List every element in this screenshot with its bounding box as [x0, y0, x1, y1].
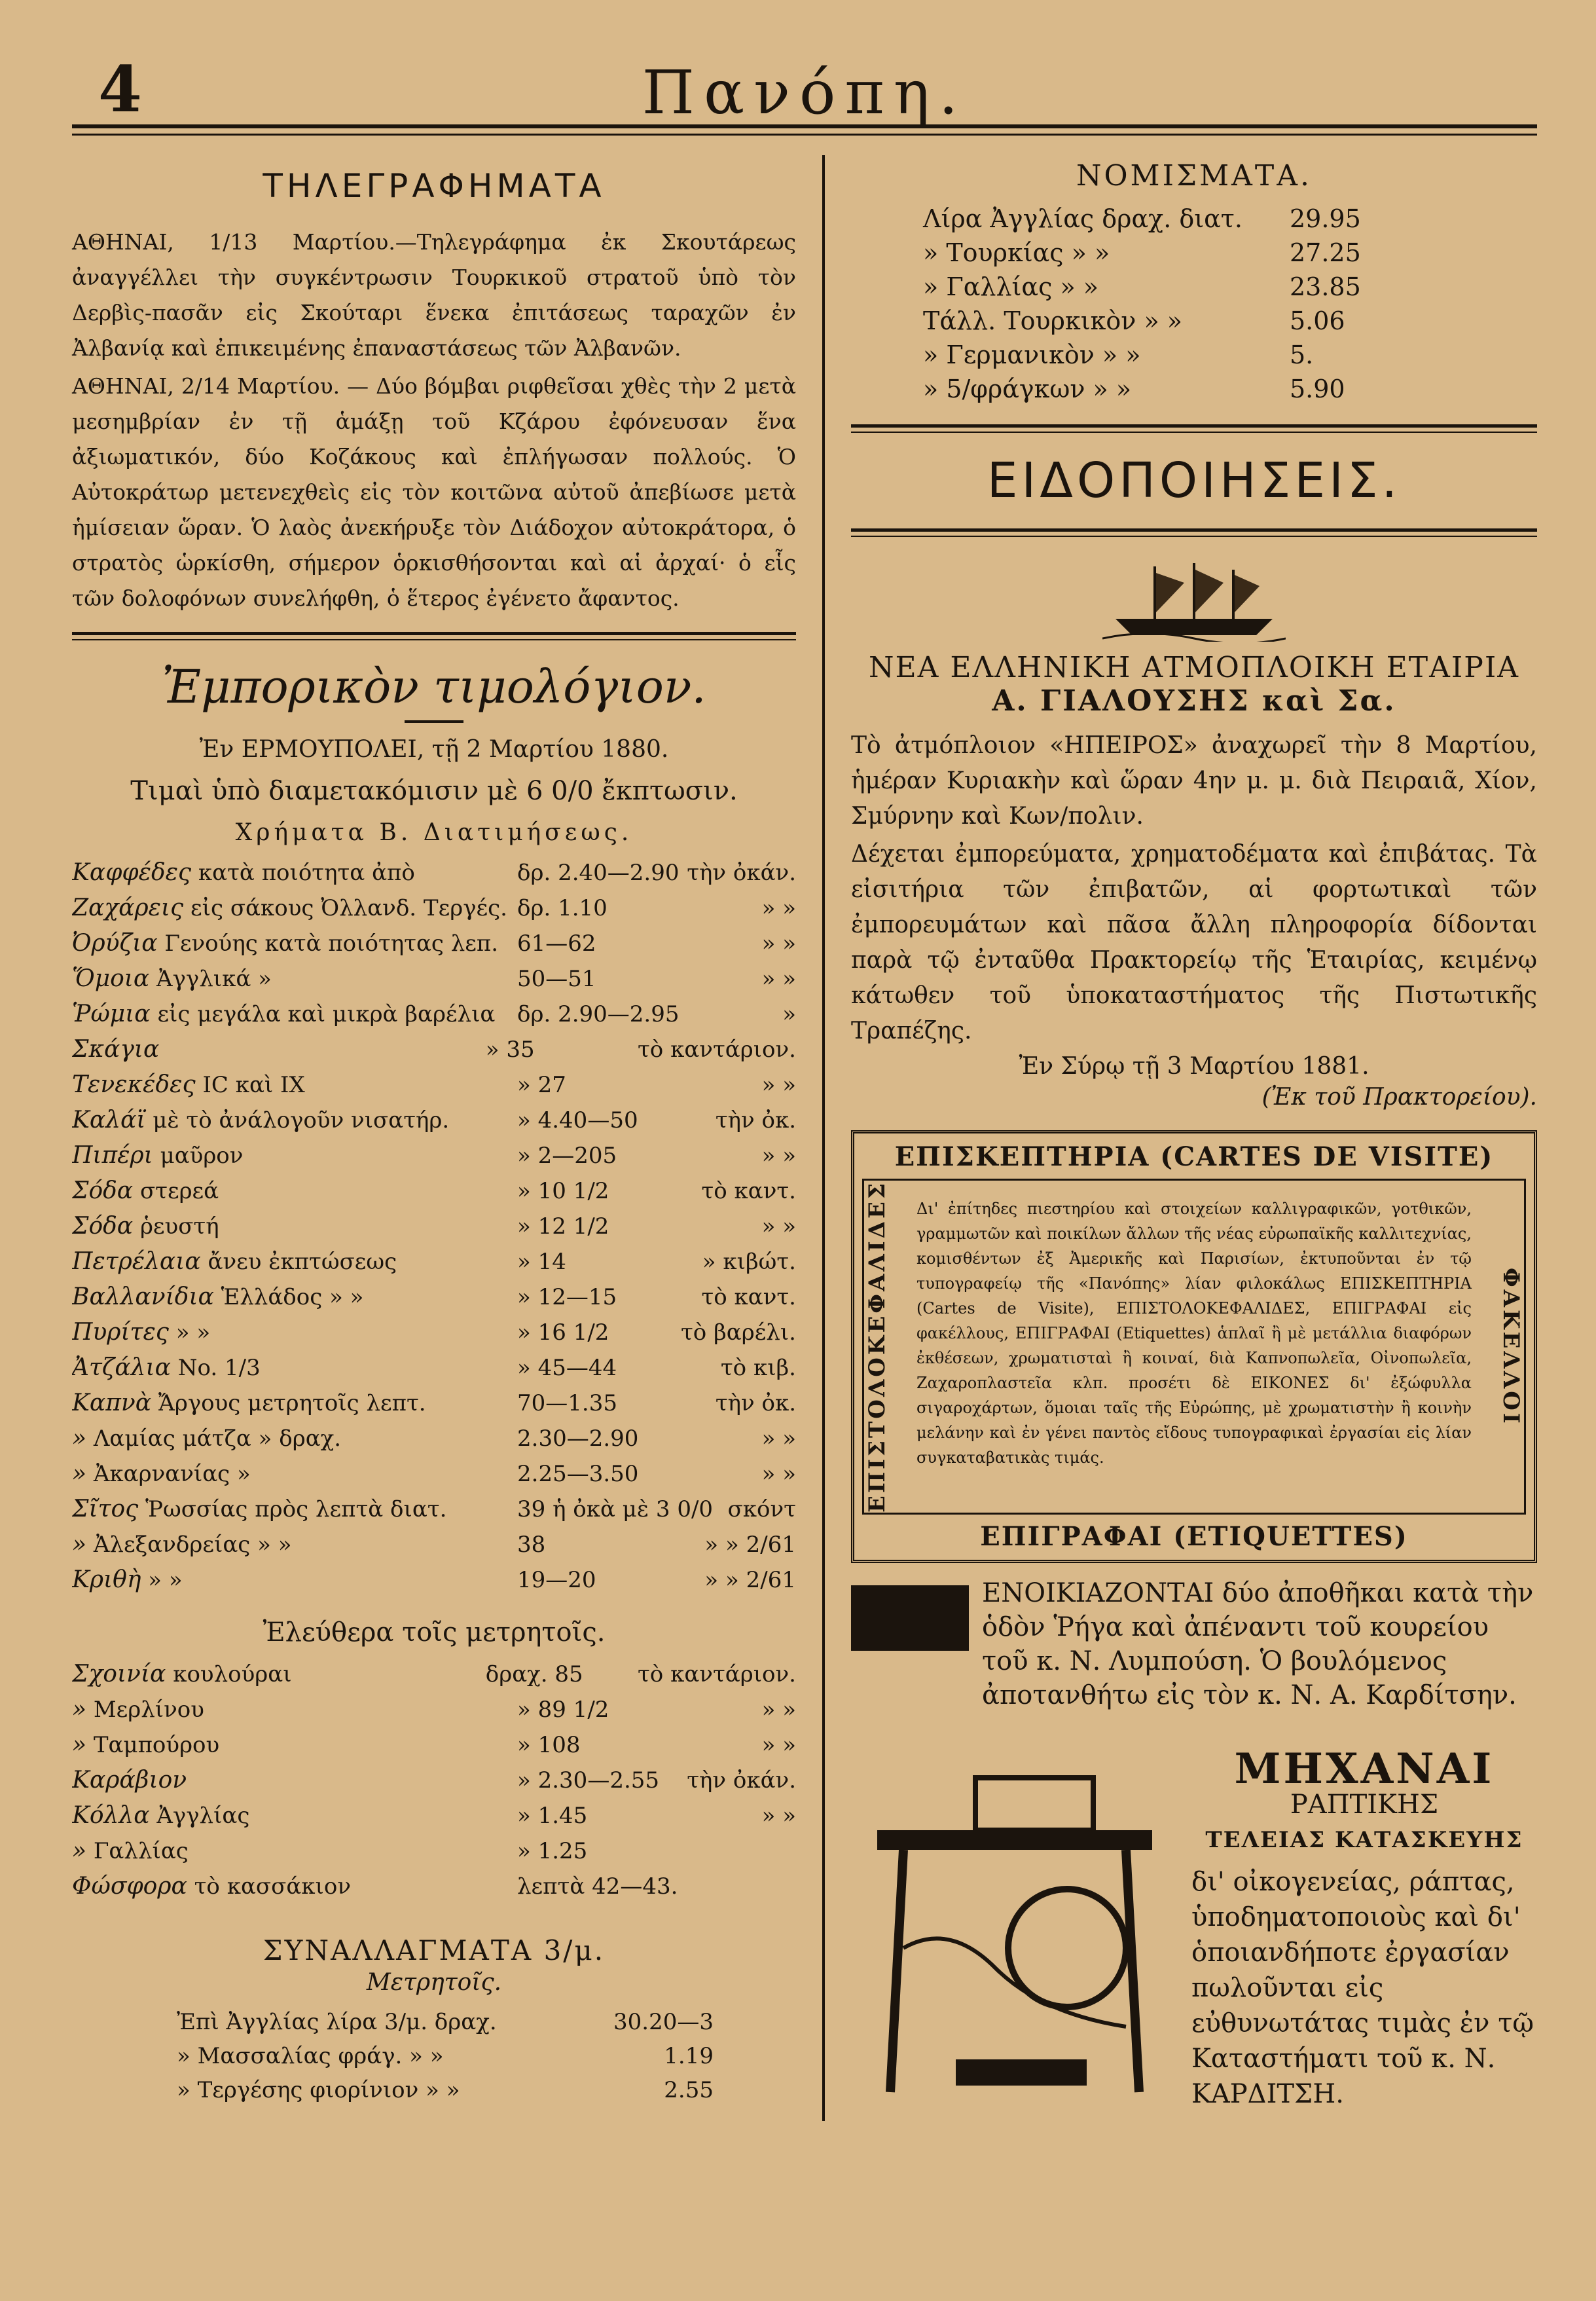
item-name: Σκάγια: [72, 1036, 160, 1063]
price-row: [72, 894, 796, 930]
notice-paragraph: Δέχεται ἐμπορεύματα, χρηματοδέματα καὶ ἐπιβάτας. Τὰ εἰσιτήρια τῶν ἐπιβατῶν, αἱ φορτωτικαὶ τῶν ἐμπορευμάτων καὶ πᾶσα ἄλλη πληροφορία δίδονται παρὰ τῷ ἐνταῦθα Πρακτορείῳ τῆς Ἑταιρίας, κειμένῳ κάτωθεν τοῦ ὑποκαταστήματος τῆς Πιστωτικῆς Τραπέζης.: [851, 841, 1537, 1044]
coins-table: [851, 204, 1537, 409]
price-row: [72, 1071, 796, 1107]
price-row: [72, 1283, 796, 1319]
price-row: [72, 1248, 796, 1283]
tariff-title: Ἐμπορικὸν τιμολόγιον.: [162, 660, 706, 714]
row-value: 29.95: [1290, 204, 1361, 233]
machines-ad-title: ΜΗΧΑΝΑΙ: [1234, 1744, 1495, 1794]
item-price: » 4.40—50: [517, 1107, 638, 1133]
company-name: ΝΕΑ ΕΛΛΗΝΙΚΗ ΑΤΜΟΠΛΟΙΚΗ ΕΤΑΙΡΙΑ: [869, 651, 1519, 684]
cards-ad-left-label: ΕΠΙΣΤΟΛΟΚΕΦΑΛΙΔΕΣ: [864, 1181, 890, 1513]
item-unit: » »: [761, 1732, 796, 1758]
item-unit: » » 2/61: [704, 1532, 796, 1558]
value-row: [923, 238, 1537, 272]
item-desc: ῥευστή: [139, 1213, 219, 1240]
item-unit: τὴν ὀκάν.: [687, 1767, 796, 1794]
item-name: Φώσφορα: [72, 1873, 187, 1900]
item-name: Τενεκέδες: [72, 1071, 196, 1098]
item-name: »: [72, 1531, 87, 1558]
item-desc: Λαμίας μάτζα » δραχ.: [93, 1426, 342, 1452]
item-name: Ῥώμια: [72, 1001, 151, 1027]
row-value: 27.25: [1290, 238, 1361, 267]
item-desc: Ῥωσσίας πρὸς λεπτὰ διατ.: [145, 1496, 447, 1522]
machines-ad-text: δι' οἰκογενείας, ράπτας, ὑποδηματοποιοὺς καὶ δι' ὁποιανδήποτε ἐργασίαν πωλοῦνται εἰς εὐθυνωτάτας τιμὰς ἐν τῷ Καταστήματι τοῦ κ. Ν. ΚΑΡΔΙΤΣΗ.: [1191, 1866, 1534, 2109]
item-unit: τὸ βαρέλι.: [681, 1319, 796, 1346]
tariff-table: [72, 859, 796, 1602]
price-row: [72, 1566, 796, 1602]
price-row: [72, 1696, 796, 1731]
exchange-subtitle: Μετρητοῖς.: [366, 1969, 502, 1996]
item-price: 39 ἡ ὀκὰ μὲ 3 0/0: [517, 1496, 714, 1522]
item-name: Καφφέδες: [72, 859, 192, 886]
item-price: 61—62: [517, 930, 596, 957]
short-rule: [405, 720, 463, 723]
item-desc: ἄνευ ἐκπτώσεως: [208, 1249, 397, 1275]
rent-ad-text: ΕΝΟΙΚΙΑΖΟΝΤΑΙ δύο ἀποθῆκαι κατὰ τὴν ὁδὸν Ῥήγα καὶ ἀπέναντι τοῦ κουρείου τοῦ κ. Ν. Λυμπούση. Ὁ βουλόμενος ἀποτανθήτω εἰς τὸν κ. Ν. Α. Καρδίτσην.: [982, 1577, 1534, 1710]
cards-ad-box: [851, 1130, 1537, 1563]
item-unit: » »: [761, 930, 796, 957]
cards-ad-text: Δι' ἐπίτηδες πιεστηρίου καὶ στοιχείων καλλιγραφικῶν, γοτθικῶν, γραμμωτῶν καὶ ποικίλων ἄλλων τῆς νέας εὐρωπαϊκῆς καλλιτεχνίας, κομισθέντων ἐξ Ἀμερικῆς καὶ Παρισίων, ἐκτυποῦνται ἐν τῷ τυπογραφείῳ τῆς «Πανόπης» λίαν φιλοκάλως ΕΠΙΣΚΕΠΤΗΡΙΑ (Cartes de Visite), ΕΠΙΣΤΟΛΟΚΕΦΑΛΙΔΕΣ, ΕΠΙΓΡΑΦΑΙ εἰς φακέλλους, ΕΠΙΓΡΑΦΑΙ (Etiquettes) ἁπλαῖ ἢ μὲ μετάλλια διαφόρων ἐκθέσεων, χρωματισταὶ ἢ κοιναί, διὰ Καπνοπωλεῖα, Οἰνοπωλεῖα, Ζαχαροπλαστεῖα κλπ. προσέτι δὲ ΕΙΚΟΝΕΣ δι' ἐξώφυλλα σιγαροχάρτων, ὅμοιαι ταῖς τῆς Εὐρώπης, μὲ χρωματιστὴν ἢ κοινὴν μελάνην καὶ ἐν γένει παντὸς εἴδους τυπογραφικαὶ ἐργασίαι εἰς λίαν συγκαταβατικὰς τιμάς.: [916, 1200, 1472, 1467]
item-price: » 10 1/2: [517, 1178, 609, 1204]
price-row: [72, 1107, 796, 1142]
section-separator: [72, 632, 796, 640]
row-label: » Μασσαλίας φράγ. » »: [177, 2043, 444, 2069]
price-row: [72, 1001, 796, 1036]
item-price: » 14: [517, 1249, 566, 1275]
item-name: Κόλλα: [72, 1802, 150, 1829]
price-row: [72, 1354, 796, 1390]
item-name: Βαλλανίδια: [72, 1283, 214, 1310]
item-name: Σῖτος: [72, 1496, 139, 1522]
price-row: [72, 1460, 796, 1496]
item-desc: Ἄργους μετρητοῖς λεπτ.: [158, 1390, 426, 1416]
row-value: 5.: [1290, 341, 1314, 369]
exchange-table: [177, 2009, 796, 2111]
price-row: [72, 965, 796, 1001]
price-row: [72, 1319, 796, 1354]
item-price: 2.30—2.90: [517, 1426, 639, 1452]
item-unit: » »: [761, 1072, 796, 1098]
machines-ad-subtitle-2: ΤΕΛΕΙΑΣ ΚΑΤΑΣΚΕΥΗΣ: [1205, 1826, 1523, 1853]
item-desc: Μερλίνου: [93, 1697, 204, 1723]
item-unit: τὴν ὀκ.: [715, 1107, 796, 1133]
price-row: [72, 1531, 796, 1566]
item-name: Κριθὴ: [72, 1566, 141, 1593]
item-unit: » »: [761, 1461, 796, 1487]
row-value: 30.20—3: [613, 2009, 714, 2035]
cards-ad-foot: ΕΠΙΓΡΑΦΑΙ (ETIQUETTES): [980, 1520, 1408, 1552]
item-unit: » »: [761, 895, 796, 921]
machines-ad: [851, 1744, 1537, 2121]
item-desc: Γαλλίας: [93, 1838, 189, 1864]
value-row: [177, 2009, 796, 2043]
row-label: » Γαλλίας » »: [923, 272, 1099, 301]
item-price: » 1.45: [517, 1803, 588, 1829]
rent-ad: [851, 1576, 1537, 1712]
item-desc: κατὰ ποιότητα ἀπὸ: [198, 860, 415, 886]
free-title: Ἐλεύθερα τοῖς μετρητοῖς.: [263, 1617, 606, 1648]
row-label: » Γερμανικὸν » »: [923, 341, 1141, 369]
item-unit: τὸ καντάριον.: [637, 1661, 796, 1687]
item-price: » 12—15: [517, 1284, 617, 1310]
price-row: [72, 1802, 796, 1837]
item-name: »: [72, 1731, 87, 1758]
item-desc: Ἀλεξανδρείας » »: [93, 1532, 292, 1558]
item-desc: » »: [148, 1567, 183, 1593]
item-price: λεπτὰ 42—43.: [517, 1873, 678, 1900]
tariff-note: Τιμαὶ ὑπὸ διαμετακόμισιν μὲ 6 0/0 ἔκπτωσιν.: [130, 776, 738, 806]
tariff-subhead: Χρήματα Β. Διατιμήσεως.: [235, 819, 633, 846]
row-value: 5.06: [1290, 306, 1345, 335]
row-label: » Τεργέσης φιορίνιον » »: [177, 2077, 460, 2103]
value-row: [923, 375, 1537, 409]
notice-date: Ἐν Σύρῳ τῇ 3 Μαρτίου 1881.: [1019, 1053, 1369, 1080]
row-label: Τάλλ. Τουρκικὸν » »: [923, 306, 1183, 335]
item-unit: σκόντ: [727, 1496, 796, 1522]
item-desc: Ἀγγλικά »: [156, 966, 272, 992]
price-row: [72, 1731, 796, 1767]
company-owner: Α. ΓΙΑΛΟΥΣΗΣ καὶ Σα.: [992, 684, 1396, 718]
item-price: δρ. 2.40—2.90: [517, 860, 680, 886]
price-row: [72, 1213, 796, 1248]
item-unit: » »: [761, 1697, 796, 1723]
item-unit: τὸ καντ.: [701, 1178, 796, 1204]
item-name: »: [72, 1837, 87, 1864]
item-desc: IC καὶ IX: [202, 1072, 305, 1098]
item-name: Καλάϊ: [72, 1107, 146, 1133]
item-name: Ἀτζάλια: [72, 1354, 171, 1381]
item-desc: εἰς σάκους Ὀλλανδ. Τεργές.: [190, 895, 507, 921]
row-value: 2.55: [664, 2077, 714, 2103]
item-price: 2.25—3.50: [517, 1461, 639, 1487]
item-name: Σόδα: [72, 1177, 134, 1204]
item-unit: τὴν ὀκάν.: [687, 860, 796, 886]
price-row: [72, 1837, 796, 1873]
price-row: [72, 1036, 796, 1071]
item-unit: » »: [761, 1213, 796, 1240]
item-name: »: [72, 1696, 87, 1723]
item-name: Ὀρύζια: [72, 930, 158, 957]
item-price: 38: [517, 1532, 546, 1558]
sewing-machine-icon: [851, 1752, 1191, 2121]
item-unit: »: [782, 1001, 796, 1027]
price-row: [72, 1661, 796, 1696]
item-price: » 89 1/2: [517, 1697, 609, 1723]
price-row: [72, 1390, 796, 1425]
item-desc: τὸ κασσάκιον: [194, 1873, 352, 1900]
item-name: Πετρέλαια: [72, 1248, 201, 1275]
item-price: 19—20: [517, 1567, 596, 1593]
row-value: 23.85: [1290, 272, 1361, 301]
item-unit: τὸ καντ.: [701, 1284, 796, 1310]
item-name: »: [72, 1425, 87, 1452]
telegrams-title: ΤΗΛΕΓΡΑΦΗΜΑΤΑ: [263, 167, 606, 205]
item-desc: κουλούραι: [173, 1661, 292, 1687]
item-unit: τὸ καντάριον.: [637, 1037, 796, 1063]
item-unit: » »: [761, 966, 796, 992]
price-row: [72, 1425, 796, 1460]
price-row: [72, 859, 796, 894]
item-unit: » »: [761, 1803, 796, 1829]
masthead: [72, 39, 1537, 128]
notice-paragraph: Τὸ ἀτμόπλοιον «ΗΠΕΙΡΟΣ» ἀναχωρεῖ τὴν 8 Μαρτίου, ἡμέραν Κυριακὴν καὶ ὥραν 4ην μ. μ. διὰ Πειραιᾶ, Χίον, Σμύρνην καὶ Κων/πολιν.: [851, 732, 1537, 830]
item-price: 50—51: [517, 966, 596, 992]
item-desc: No. 1/3: [177, 1355, 261, 1381]
item-price: δραχ. 85: [485, 1661, 583, 1687]
item-desc: εἰς μεγάλα καὶ μικρὰ βαρέλια: [157, 1001, 496, 1027]
free-table: [72, 1661, 796, 1908]
item-price: » 2.30—2.55: [517, 1767, 660, 1794]
ship-icon: [851, 557, 1537, 644]
item-price: » 12 1/2: [517, 1213, 609, 1240]
item-name: Σόδα: [72, 1213, 134, 1240]
cards-ad-right-label: ΦΑΚΕΛΛΟΙ: [1498, 1267, 1524, 1426]
section-separator: [851, 528, 1537, 537]
section-separator: [851, 424, 1537, 433]
item-price: » 35: [485, 1037, 535, 1063]
item-price: » 2—205: [517, 1143, 617, 1169]
telegram-paragraph: ΑΘΗΝΑΙ, 1/13 Μαρτίου.—Τηλεγράφημα ἐκ Σκουτάρεως ἀναγγέλλει τὴν συγκέντρωσιν Τουρκικοῦ στρατοῦ ὑπὸ τὸν Δερβὶς-πασᾶν εἰς Σκούταρι ἕνεκα ἐπιτάσεως ταραχῶν ἐν Ἀλβανίᾳ καὶ ἐπικειμένης ἐπαναστάσεως τῶν Ἀλβανῶν.: [72, 229, 796, 361]
value-row: [923, 306, 1537, 341]
item-name: »: [72, 1460, 87, 1487]
row-label: » Τουρκίας » »: [923, 238, 1110, 267]
item-name: Πυρίτες: [72, 1319, 169, 1346]
item-desc: Ἀγγλίας: [156, 1803, 250, 1829]
value-row: [923, 272, 1537, 306]
item-desc: Ἀκαρνανίας »: [93, 1461, 251, 1487]
price-row: [72, 1767, 796, 1802]
price-row: [72, 1177, 796, 1213]
notice-signature: (Ἐκ τοῦ Πρακτορείου).: [1261, 1084, 1537, 1111]
item-price: » 108: [517, 1732, 581, 1758]
notices-title: ΕΙΔΟΠΟΙΗΣΕΙΣ.: [987, 452, 1402, 509]
item-price: 70—1.35: [517, 1390, 617, 1416]
item-price: δρ. 2.90—2.95: [517, 1001, 680, 1027]
tariff-place-date: Ἐν ΕΡΜΟΥΠΟΛΕΙ, τῇ 2 Μαρτίου 1880.: [199, 736, 669, 763]
item-desc: μαῦρον: [160, 1143, 244, 1169]
page-number: 4: [98, 52, 142, 126]
price-row: [72, 1142, 796, 1177]
price-row: [72, 1496, 796, 1531]
item-unit: τὴν ὀκ.: [715, 1390, 796, 1416]
telegram-paragraph: ΑΘΗΝΑΙ, 2/14 Μαρτίου. — Δύο βόμβαι ριφθεῖσαι χθὲς τὴν 2 μετὰ μεσημβρίαν ἐν τῇ ἁμάξῃ τοῦ Κζάρου ἐφόνευσαν ἕνα ἀξιωματικόν, δύο Κοζάκους καὶ ἐπλήγωσαν πολλούς. Ὁ Αὐτοκράτωρ μετενεχθεὶς εἰς τὸν κοιτῶνα αὐτοῦ ἀπεβίωσε μετὰ ἡμίσειαν ὥραν. Ὁ λαὸς ἀνεκήρυξε τὸν Διάδοχον αὐτοκράτορα, ὁ στρατὸς ὡρκίσθη, σήμερον ὁρκισθήσονται καὶ αἱ ἀρχαί· ὁ εἷς τῶν δολοφόνων συνελήφθη, ὁ ἕτερος ἐγένετο ἄφαντος.: [72, 373, 796, 611]
item-price: » 45—44: [517, 1355, 617, 1381]
value-row: [923, 204, 1537, 238]
item-desc: μὲ τὸ ἀνάλογοῦν νισατήρ.: [153, 1107, 450, 1133]
cards-ad-head: ΕΠΙΣΚΕΠΤΗΡΙΑ (CARTES DE VISITE): [894, 1141, 1494, 1172]
item-price: » 16 1/2: [517, 1319, 609, 1346]
row-value: 5.90: [1290, 375, 1345, 403]
item-desc: » »: [175, 1319, 211, 1346]
item-price: » 1.25: [517, 1838, 588, 1864]
value-row: [923, 341, 1537, 375]
item-unit: » »: [761, 1143, 796, 1169]
right-column: [825, 155, 1537, 2121]
warehouse-icon: [851, 1585, 969, 1651]
price-row: [72, 930, 796, 965]
item-name: Καράβιον: [72, 1767, 187, 1794]
paper-name: Πανόπη.: [642, 58, 968, 128]
item-price: » 27: [517, 1072, 566, 1098]
item-desc: Γενούης κατὰ ποιότητας λεπ.: [164, 930, 499, 957]
row-label: Ἐπὶ Ἀγγλίας λίρα 3/μ. δραχ.: [177, 2009, 497, 2035]
item-name: Πιπέρι: [72, 1142, 153, 1169]
machines-ad-subtitle: ΡΑΠΤΙΚΗΣ: [1290, 1789, 1439, 1820]
item-price: δρ. 1.10: [517, 895, 608, 921]
row-label: Λίρα Ἀγγλίας δραχ. διατ.: [923, 204, 1242, 233]
item-desc: Ἑλλάδος » »: [221, 1284, 364, 1310]
price-row: [72, 1873, 796, 1908]
item-name: Σχοινία: [72, 1661, 166, 1687]
left-column: [72, 155, 825, 2121]
item-desc: στερεά: [139, 1178, 219, 1204]
item-name: Ὅμοια: [72, 965, 150, 992]
item-desc: Ταμπούρου: [93, 1732, 220, 1758]
value-row: [177, 2077, 796, 2111]
item-name: Ζαχάρεις: [72, 894, 184, 921]
value-row: [177, 2043, 796, 2077]
item-unit: » » 2/61: [704, 1567, 796, 1593]
item-unit: » »: [761, 1426, 796, 1452]
row-value: 1.19: [664, 2043, 714, 2069]
coins-title: ΝΟΜΙΣΜΑΤΑ.: [1076, 159, 1313, 193]
item-unit: » κιβώτ.: [702, 1249, 796, 1275]
item-name: Καπνὰ: [72, 1390, 152, 1416]
item-unit: τὸ κιβ.: [720, 1355, 796, 1381]
exchange-title: ΣΥΝΑΛΛΑΓΜΑΤΑ 3/μ.: [263, 1934, 606, 1966]
row-label: » 5/φράγκων » »: [923, 375, 1132, 403]
